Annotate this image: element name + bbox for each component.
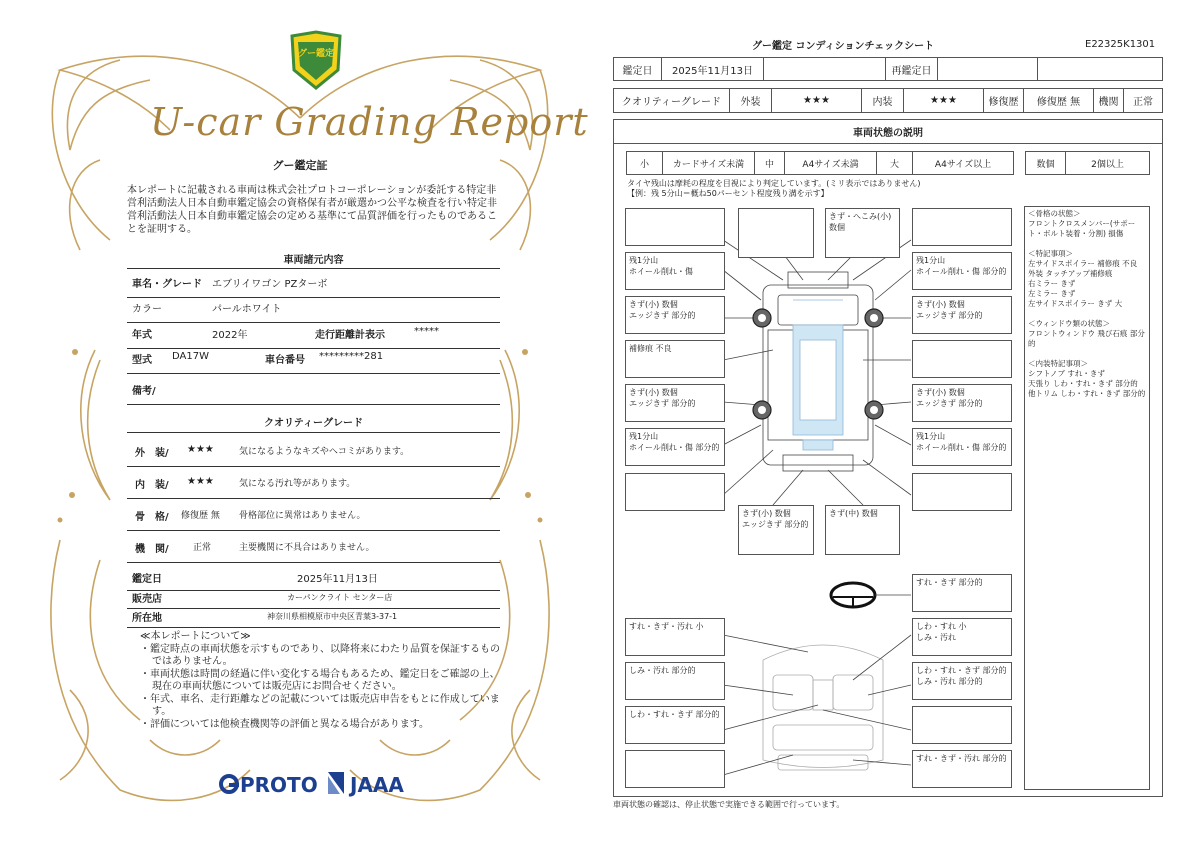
box-int-r1: しわ・すれ 小 しみ・汚れ — [912, 618, 1012, 656]
ext-label: 外装 — [730, 89, 772, 112]
goo-kantei-badge-icon — [288, 30, 344, 92]
jaaa-logo-text: JAAA — [350, 773, 404, 797]
year-label: 年式 — [132, 330, 152, 341]
year-value: 2022年 — [212, 330, 248, 341]
date-value: 2025年11月13日 — [297, 574, 378, 585]
doc-id: E22325K1301 — [1085, 39, 1156, 50]
row-frame — [127, 508, 500, 531]
quality-divider — [127, 432, 500, 433]
model-value: DA17W — [172, 351, 209, 362]
box-top-right — [912, 208, 1012, 246]
count-label: 数個 — [1026, 152, 1066, 174]
spec-heading: 車両諸元内容 — [283, 255, 344, 266]
script-title: U-car Grading Report — [150, 100, 589, 144]
ext-stars: ★★★ — [772, 89, 862, 112]
engine-value: 正常 — [1133, 97, 1153, 108]
name-label: 車名・グレード — [132, 279, 202, 290]
engine-text: 主要機関に不具合はありません。 — [239, 543, 375, 553]
box-bottom-left — [625, 473, 725, 511]
note-item: ・評価については他検査機関等の評価と異なる場合があります。 — [140, 718, 429, 730]
remarks-label: 備考/ — [132, 386, 156, 397]
chassis-value: *********281 — [319, 351, 384, 362]
grade-table — [613, 88, 1163, 113]
box-top-mid-left — [738, 208, 814, 258]
engine-label: 機関 — [1094, 89, 1124, 112]
box-int-l3: しわ・すれ・きず 部分的 — [625, 706, 725, 744]
certificate-paragraph: 本レポートに記載される車両は株式会社プロトコーポレーションが委託する特定非営利活動法人日本自動車鑑定協会の資格保有者が厳選かつ公平な検査を行い特定非営利活動法人日本自動車鑑定協会の定める基準にて品質評価を行ったものであることを証明する。 — [127, 185, 497, 235]
box-l-front: きず(小) 数個 エッジきず 部分的 — [625, 296, 725, 334]
size-mid-desc: A4サイズ未満 — [785, 152, 877, 174]
proto-logo-text: PROTO — [240, 773, 318, 797]
exterior-text: 気になるようなキズやヘコミがあります。 — [239, 447, 410, 457]
int-stars: ★★★ — [904, 89, 984, 112]
date-label: 鑑定日 — [132, 574, 162, 585]
row-exterior — [127, 444, 500, 467]
quality-heading: クオリティーグレード — [264, 418, 363, 429]
box-l-rear: きず(小) 数個 エッジきず 部分的 — [625, 384, 725, 422]
notes-heading: ≪本レポートについて≫ — [140, 631, 251, 642]
box-r-rear: きず(小) 数個 エッジきず 部分的 — [912, 384, 1012, 422]
color-label: カラー — [132, 304, 162, 315]
jaaa-logo-icon — [326, 770, 346, 796]
address-label: 所在地 — [132, 613, 162, 624]
row-shop — [127, 590, 500, 609]
box-bottom-mid-right: きず(中) 数個 — [825, 505, 900, 555]
box-rf-tire: 残1分山 ホイール削れ・傷 部分的 — [912, 252, 1012, 290]
frame-value: 修復歴 無 — [181, 511, 220, 521]
name-value: エブリイワゴン PZターボ — [212, 279, 328, 290]
shop-value: カーパンクライト センター店 — [287, 593, 393, 602]
box-int-l4 — [625, 750, 725, 788]
note-item: ・鑑定時点の車両状態を示すものであり、以降将来にわたり品質を保証するものではありません。 — [140, 643, 500, 667]
grade-label: クオリティーグレード — [614, 89, 730, 112]
box-int-r4: すれ・きず・汚れ 部分的 — [912, 750, 1012, 788]
notes — [140, 631, 500, 731]
box-int-r3 — [912, 706, 1012, 744]
size-small-desc: カードサイズ未満 — [663, 152, 755, 174]
address-value: 神奈川県相模原市中央区青葉3-37-1 — [267, 612, 398, 621]
box-bottom-right — [912, 473, 1012, 511]
frame-label: 骨 格/ — [135, 512, 169, 523]
row-date — [127, 570, 500, 591]
row-color — [127, 300, 500, 323]
side-notes: ＜骨格の状態＞ フロントクロスメンバー(サポート・ボルト装着・分割) 損傷 ＜特記事項＞ 左サイドスポイラー 補修痕 不良 外装 タッチアップ補修痕 右ミラー きず 左ミラー きず 左サイドスポイラー きず 大 ＜ウィンドウ類の状態＞ フロントウィンドウ 飛び石痕 部分的 ＜内装特記事項＞ シフトノブ すれ・きず 天張り しわ・すれ・きず 部分的 他トリム しわ・すれ・きず 部分的 — [1024, 206, 1150, 790]
size-large: 大 — [877, 152, 913, 174]
box-steering: すれ・きず 部分的 — [912, 574, 1012, 612]
row-name — [127, 275, 500, 298]
row-model — [127, 351, 500, 374]
engine-value: 正常 — [193, 543, 212, 553]
row-remarks — [127, 378, 500, 405]
size-small: 小 — [627, 152, 663, 174]
redate-value — [938, 58, 1038, 80]
exterior-label: 外 装/ — [135, 448, 169, 459]
box-rr-tire: 残1分山 ホイール削れ・傷 部分的 — [912, 428, 1012, 466]
sheet-date-value: 2025年11月13日 — [662, 58, 764, 80]
proto-logo-icon — [218, 773, 240, 795]
engine-label: 機 関/ — [135, 544, 169, 555]
chassis-label: 車台番号 — [265, 355, 305, 366]
repair-label: 修復歴 — [984, 89, 1024, 112]
shop-label: 販売店 — [132, 594, 162, 605]
box-int-l1: すれ・きず・汚れ 小 — [625, 618, 725, 656]
row-interior — [127, 476, 500, 499]
int-label: 内装 — [862, 89, 904, 112]
box-l-mid: 補修痕 不良 — [625, 340, 725, 378]
box-top-center: きず・へこみ(小) 数個 — [825, 208, 900, 258]
size-legend — [626, 151, 1014, 175]
frame-text: 骨格部位に異常はありません。 — [239, 511, 366, 521]
empty-cell — [764, 58, 886, 80]
box-int-l2: しみ・汚れ 部分的 — [625, 662, 725, 700]
size-mid: 中 — [755, 152, 785, 174]
interior-stars: ★★★ — [187, 476, 214, 487]
spec-divider — [127, 268, 500, 269]
box-bottom-mid-left: きず(小) 数個 エッジきず 部分的 — [738, 505, 814, 555]
box-lf-tire: 残1分山 ホイール削れ・傷 — [625, 252, 725, 290]
certificate-heading: グー鑑定証 — [272, 159, 328, 172]
sheet-title: グー鑑定 コンディションチェックシート — [752, 41, 935, 52]
note-item: ・年式、車名、走行距離などの記載については販売店申告をもとに作成しています。 — [140, 693, 500, 717]
mileage-label: 走行距離計表示 — [315, 330, 385, 341]
condition-heading: 車両状態の説明 — [613, 119, 1163, 144]
mileage-value: ***** — [414, 326, 439, 337]
box-r-mid — [912, 340, 1012, 378]
sheet-date-label: 鑑定日 — [614, 58, 662, 80]
color-value: パールホワイト — [212, 304, 282, 315]
row-engine — [127, 540, 500, 563]
tire-note-1: タイヤ残山は摩耗の程度を目視により判定しています。(ミリ表示ではありません) — [627, 179, 921, 188]
redate-label: 再鑑定日 — [886, 58, 938, 80]
box-r-front: きず(小) 数個 エッジきず 部分的 — [912, 296, 1012, 334]
exterior-stars: ★★★ — [187, 444, 214, 455]
size-large-desc: A4サイズ以上 — [934, 159, 992, 170]
box-top-left — [625, 208, 725, 246]
count-desc: 2個以上 — [1091, 159, 1124, 170]
date-table — [613, 57, 1163, 81]
model-label: 型式 — [132, 355, 152, 366]
row-year — [127, 326, 500, 349]
count-legend — [1025, 151, 1150, 175]
interior-text: 気になる汚れ等があります。 — [239, 479, 356, 489]
sheet-footer: 車両状態の確認は、停止状態で実施できる範囲で行っています。 — [613, 800, 845, 809]
tire-note-2: 【例：残 5分山＝概ね50パーセント程度残り溝を示す】 — [627, 189, 829, 198]
badge-text: グー鑑定 — [297, 49, 334, 59]
note-item: ・車両状態は時間の経過に伴い変化する場合もあるため、鑑定日をご確認の上、現在の車両状態については販売店にお問合せください。 — [140, 668, 500, 692]
interior-label: 内 装/ — [135, 480, 169, 491]
repair-value: 修復歴 無 — [1024, 89, 1094, 112]
box-int-r2: しわ・すれ・きず 部分的 しみ・汚れ 部分的 — [912, 662, 1012, 700]
box-lr-tire: 残1分山 ホイール削れ・傷 部分的 — [625, 428, 725, 466]
row-address — [127, 609, 500, 628]
